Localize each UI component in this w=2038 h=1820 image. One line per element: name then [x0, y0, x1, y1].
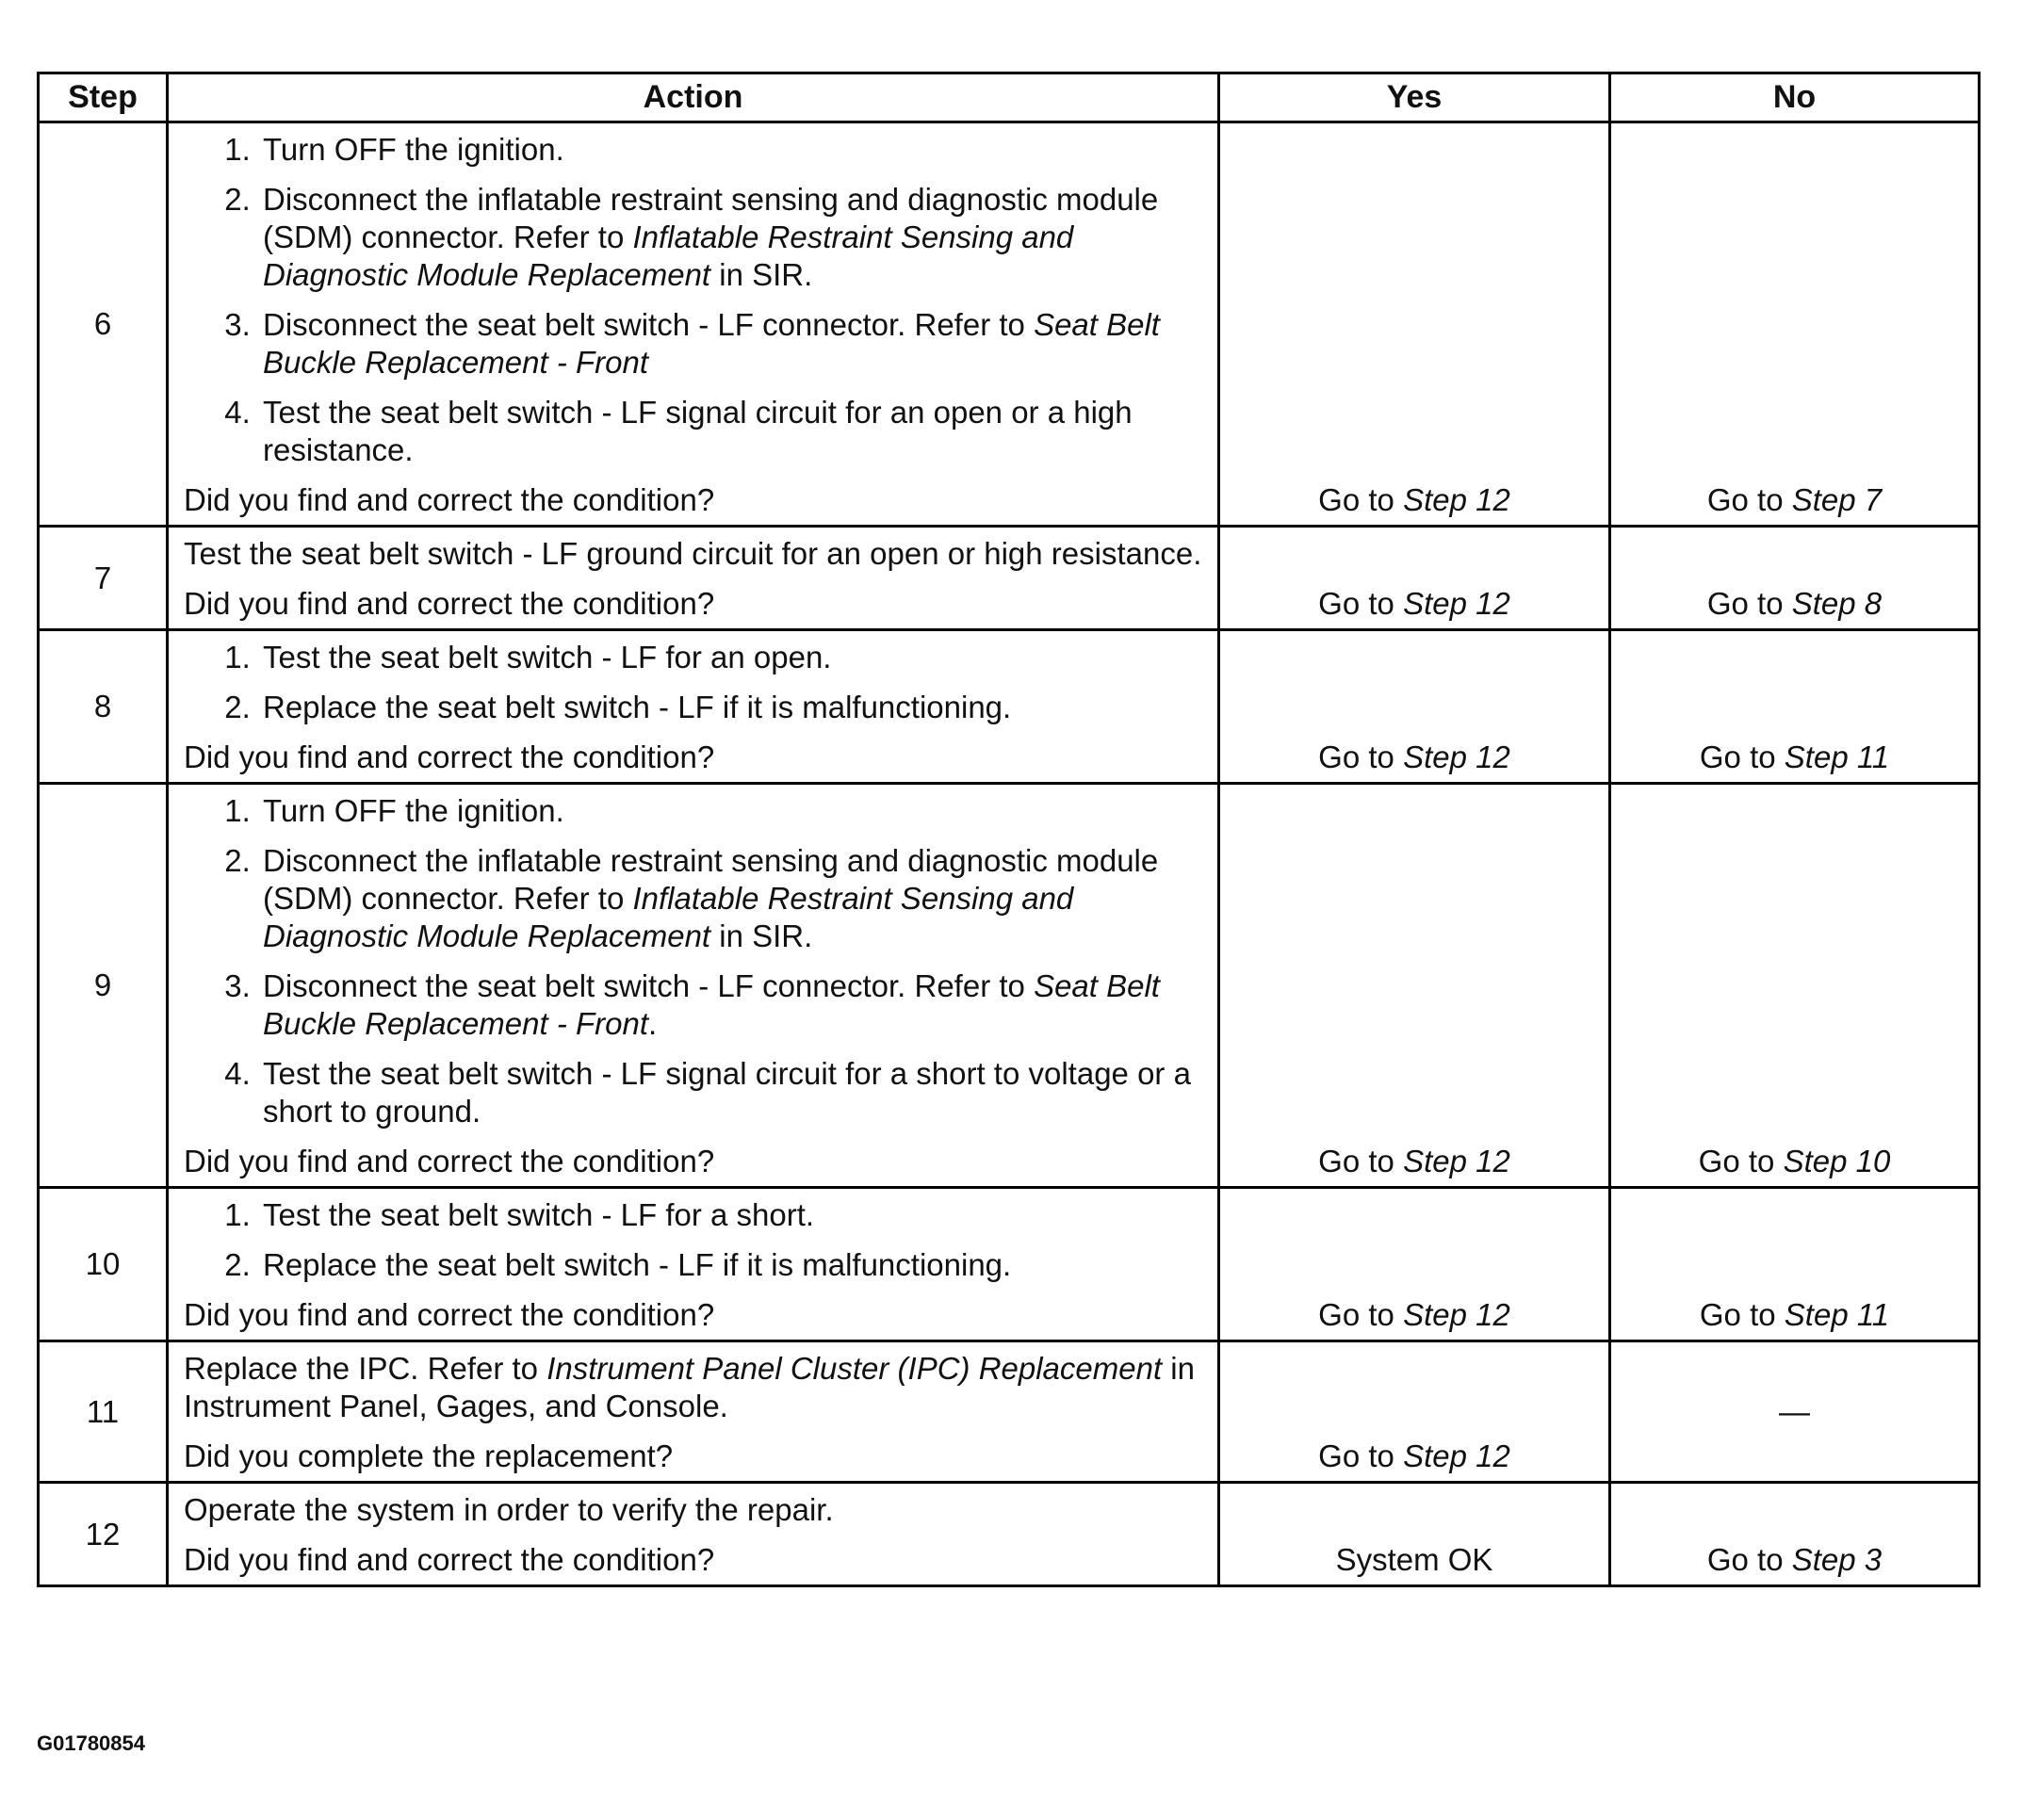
reference-text: Step 11 [1784, 739, 1890, 774]
table-row [39, 784, 1980, 1188]
yes-result [1219, 1483, 1610, 1586]
text-segment: Go to [1706, 482, 1792, 517]
action-question: Did you find and correct the condition? [184, 482, 715, 517]
reference-text: Step 12 [1403, 586, 1510, 621]
text-segment: Replace the IPC. Refer to [184, 1351, 547, 1386]
action-cell [168, 784, 1219, 1188]
action-list-item [259, 967, 1206, 1043]
yes-result [1219, 1188, 1610, 1341]
action-paragraph [184, 1491, 1206, 1529]
reference-text: Step 7 [1791, 482, 1883, 517]
reference-text: Inflatable Restraint Sensing and Diagnostic Module Replacement [263, 219, 1074, 292]
text-segment: Disconnect the seat belt switch - LF connector. Refer to [263, 307, 1035, 342]
header-row [39, 73, 1980, 122]
text-segment: Go to [1318, 482, 1404, 517]
text-segment: Test the seat belt switch - LF ground circuit for an open or high resistance. [184, 536, 1202, 571]
yes-result [1219, 122, 1610, 527]
reference-text: Seat Belt Buckle Replacement - Front [263, 307, 1160, 380]
header-no: No [1610, 73, 1980, 122]
step-number: 10 [39, 1188, 168, 1341]
text-segment: Test the seat belt switch - LF for a short. [263, 1197, 815, 1232]
text-segment: in Instrument Panel, Gages, and Console. [184, 1351, 1195, 1423]
yes-result [1219, 630, 1610, 784]
table-row [39, 1483, 1980, 1586]
action-list-item [259, 792, 1206, 830]
text-segment: Go to [1706, 586, 1792, 621]
step-number: 9 [39, 784, 168, 1188]
table-row [39, 527, 1980, 630]
reference-text: Step 12 [1403, 482, 1510, 517]
no-result [1610, 1341, 1980, 1483]
action-list-item [259, 1196, 1206, 1234]
action-text [184, 535, 1206, 573]
text-segment: System OK [1335, 1542, 1493, 1577]
no-result [1610, 1483, 1980, 1586]
text-segment: — [1779, 1393, 1810, 1429]
text-segment: in SIR. [710, 257, 813, 292]
action-text [184, 1350, 1206, 1425]
header-action: Action [168, 73, 1219, 122]
action-list [184, 131, 1206, 469]
step-number: 12 [39, 1483, 168, 1586]
reference-text: Step 3 [1791, 1542, 1883, 1577]
action-cell [168, 122, 1219, 527]
action-cell [168, 1341, 1219, 1483]
no-result [1610, 1188, 1980, 1341]
action-list-item [259, 1055, 1206, 1130]
action-list [184, 639, 1206, 726]
header-step: Step [39, 73, 168, 122]
text-segment: Go to [1699, 739, 1785, 774]
text-segment: Turn OFF the ignition. [263, 793, 564, 828]
text-segment: Turn OFF the ignition. [263, 132, 564, 167]
text-segment: Go to [1318, 1297, 1404, 1332]
action-question: Did you find and correct the condition? [184, 1297, 715, 1332]
action-list-item [259, 181, 1206, 294]
yes-result [1219, 1341, 1610, 1483]
action-list-item [259, 639, 1206, 676]
text-segment: Replace the seat belt switch - LF if it is malfunctioning. [263, 690, 1012, 724]
action-cell [168, 1483, 1219, 1586]
text-segment: Go to [1318, 739, 1404, 774]
table-body [39, 122, 1980, 1586]
figure-id: G01780854 [37, 1731, 145, 1755]
reference-text: Step 12 [1403, 1297, 1510, 1332]
action-question: Did you find and correct the condition? [184, 1144, 715, 1178]
text-segment: . [648, 1006, 658, 1041]
reference-text: Step 12 [1403, 1438, 1510, 1473]
yes-result [1219, 527, 1610, 630]
action-cell [168, 1188, 1219, 1341]
yes-result [1219, 784, 1610, 1188]
text-segment: Operate the system in order to verify the repair. [184, 1492, 834, 1527]
action-text [184, 1491, 1206, 1529]
action-paragraph [184, 1350, 1206, 1425]
table-row [39, 122, 1980, 527]
text-segment: Go to [1318, 1438, 1404, 1473]
action-list-item [259, 1246, 1206, 1284]
step-number: 8 [39, 630, 168, 784]
text-segment: in SIR. [710, 918, 813, 953]
action-question: Did you find and correct the condition? [184, 1542, 715, 1577]
text-segment: Test the seat belt switch - LF signal circuit for a short to voltage or a short to ground. [263, 1056, 1191, 1129]
text-segment: Go to [1699, 1297, 1785, 1332]
text-segment: Test the seat belt switch - LF signal circuit for an open or a high resistance. [263, 395, 1133, 467]
step-number: 7 [39, 527, 168, 630]
text-segment: Test the seat belt switch - LF for an open. [263, 640, 832, 674]
diagnostic-table [37, 72, 1981, 1587]
action-question: Did you complete the replacement? [184, 1438, 674, 1473]
reference-text: Step 12 [1403, 1144, 1510, 1178]
reference-text: Seat Belt Buckle Replacement - Front [263, 968, 1160, 1041]
action-cell [168, 527, 1219, 630]
action-list-item [259, 131, 1206, 169]
reference-text: Step 8 [1791, 586, 1883, 621]
text-segment: Replace the seat belt switch - LF if it is malfunctioning. [263, 1247, 1012, 1282]
no-result [1610, 784, 1980, 1188]
action-question: Did you find and correct the condition? [184, 586, 715, 621]
step-number: 11 [39, 1341, 168, 1483]
text-segment: Disconnect the inflatable restraint sensing and diagnostic module (SDM) connector. Refer to [263, 182, 1159, 254]
action-list-item [259, 842, 1206, 955]
no-result [1610, 630, 1980, 784]
no-result [1610, 122, 1980, 527]
action-cell [168, 630, 1219, 784]
text-segment: Go to [1318, 1144, 1404, 1178]
text-segment: Go to [1318, 586, 1404, 621]
reference-text: Inflatable Restraint Sensing and Diagnostic Module Replacement [263, 881, 1074, 953]
text-segment: Go to [1698, 1144, 1784, 1178]
action-list [184, 1196, 1206, 1284]
header-yes: Yes [1219, 73, 1610, 122]
table-row [39, 1188, 1980, 1341]
table-row [39, 1341, 1980, 1483]
action-list-item [259, 689, 1206, 726]
reference-text: Step 11 [1784, 1297, 1890, 1332]
no-result [1610, 527, 1980, 630]
text-segment: Disconnect the seat belt switch - LF connector. Refer to [263, 968, 1035, 1003]
action-list [184, 792, 1206, 1130]
text-segment: Go to [1706, 1542, 1792, 1577]
action-list-item [259, 394, 1206, 469]
reference-text: Step 12 [1403, 739, 1510, 774]
reference-text: Step 10 [1783, 1144, 1891, 1178]
action-question: Did you find and correct the condition? [184, 739, 715, 774]
table-row [39, 630, 1980, 784]
reference-text: Instrument Panel Cluster (IPC) Replacement [546, 1351, 1163, 1386]
action-paragraph [184, 535, 1206, 573]
step-number: 6 [39, 122, 168, 527]
action-list-item [259, 306, 1206, 382]
text-segment: Disconnect the inflatable restraint sensing and diagnostic module (SDM) connector. Refer to [263, 843, 1159, 916]
